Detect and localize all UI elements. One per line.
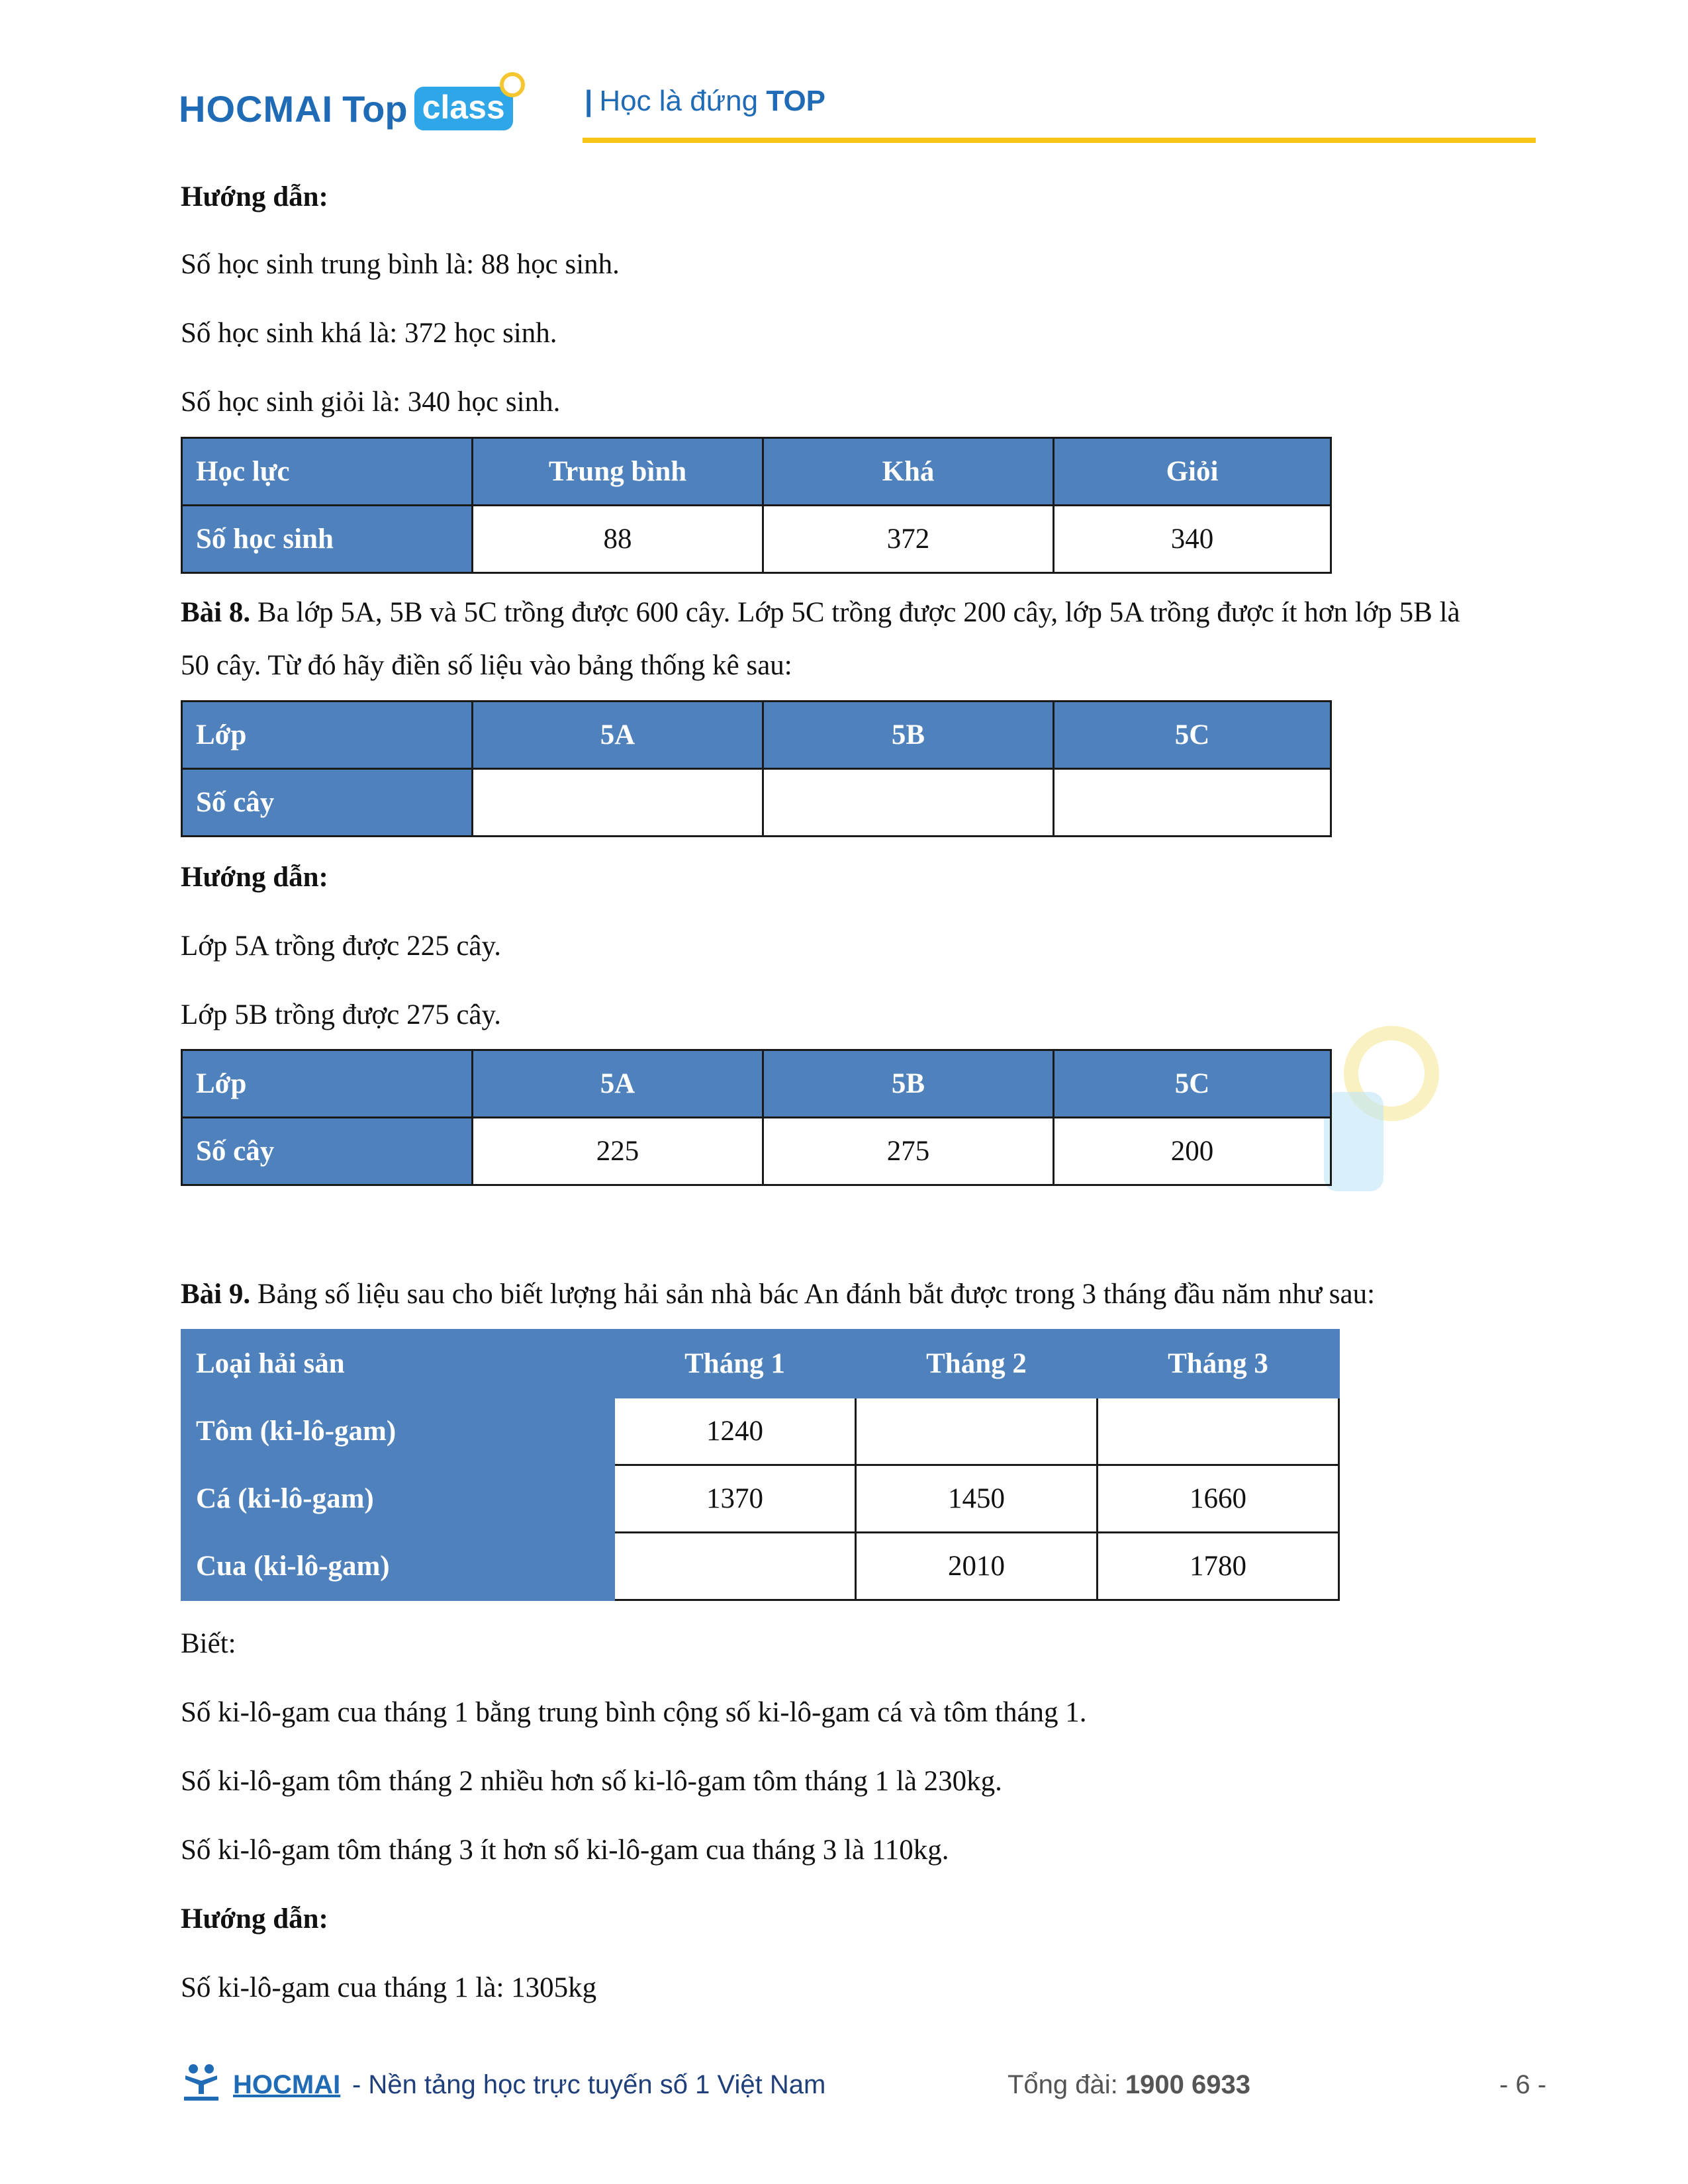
bai9-problem (181, 1277, 1375, 1312)
table-cell: 1240 (614, 1398, 856, 1465)
row-label: Số học sinh (182, 506, 473, 573)
table-cell (1098, 1398, 1339, 1465)
guide3-title: Hướng dẫn: (181, 1903, 328, 1934)
table-cell: 200 (1054, 1118, 1331, 1185)
tree-count-table-filled (181, 1049, 1332, 1186)
academic-results-table (181, 437, 1332, 574)
tree-count-table-empty (181, 700, 1332, 837)
table-cell: 1370 (614, 1465, 856, 1533)
row-label: Số cây (182, 1118, 473, 1185)
table-header-cell: 5B (763, 702, 1054, 769)
table-row (182, 702, 1331, 769)
page-number: - 6 - (1499, 2070, 1547, 2099)
table-cell: 88 (473, 506, 763, 573)
table-cell: 2010 (856, 1533, 1098, 1600)
table-cell: 275 (763, 1118, 1054, 1185)
table-cell (856, 1398, 1098, 1465)
row-label: Cua (ki-lô-gam) (182, 1533, 614, 1600)
tagline-prefix: Học là đứng (599, 85, 759, 117)
logo-class-badge (414, 87, 513, 130)
hotline-label: Tổng đài: (1008, 2070, 1125, 2099)
table-cell (763, 769, 1054, 837)
table-row (182, 506, 1331, 573)
footer-slogan: - Nền tảng học trực tuyến số 1 Việt Nam (352, 2070, 826, 2099)
gear-icon (500, 72, 525, 97)
seafood-table (181, 1329, 1340, 1601)
guide1-title: Hướng dẫn: (181, 181, 328, 212)
tagline-top: TOP (766, 85, 826, 117)
table-header-cell: Loại hải sản (182, 1330, 614, 1398)
bai9-known-intro: Biết: (181, 1628, 236, 1659)
bai8-label: Bài 8. (181, 597, 251, 628)
bai9-label: Bài 9. (181, 1279, 251, 1310)
table-row (182, 1050, 1331, 1118)
table-row (182, 769, 1331, 837)
table-cell: 340 (1054, 506, 1331, 573)
guide2-line: Lớp 5A trồng được 225 cây. (181, 931, 501, 962)
logo-class-text: class (422, 89, 505, 126)
guide3-line: Số ki-lô-gam cua tháng 1 là: 1305kg (181, 1972, 597, 2003)
header-divider (583, 138, 1536, 143)
bai9-known-line: Số ki-lô-gam tôm tháng 3 ít hơn số ki-lô-gam cua tháng 3 là 110kg. (181, 1835, 949, 1866)
table-row (182, 1465, 1339, 1533)
guide1-line: Số học sinh khá là: 372 học sinh. (181, 318, 557, 349)
table-cell: 1450 (856, 1465, 1098, 1533)
table-cell (1054, 769, 1331, 837)
table-row (182, 1118, 1331, 1185)
row-label: Cá (ki-lô-gam) (182, 1465, 614, 1533)
table-header-cell: Lớp (182, 1050, 473, 1118)
table-cell (614, 1533, 856, 1600)
guide1-line: Số học sinh giỏi là: 340 học sinh. (181, 387, 561, 418)
table-header-cell: Lớp (182, 702, 473, 769)
logo-hocmai-text: HOCMAI (179, 87, 334, 130)
bai8-problem (181, 586, 1478, 692)
table-cell: 372 (763, 506, 1054, 573)
hotline-number: 1900 6933 (1125, 2070, 1250, 2099)
table-header-cell: 5A (473, 702, 763, 769)
tagline (585, 85, 825, 118)
table-cell: 1660 (1098, 1465, 1339, 1533)
bai8-text: Ba lớp 5A, 5B và 5C trồng được 600 cây. Lớp 5C trồng được 200 cây, lớp 5A trồng được ít hơn lớp 5B là 50 cây. Từ đó hãy điền số liệu vào bảng thống kê sau: (181, 597, 1460, 681)
table-row (182, 1398, 1339, 1465)
row-label: Tôm (ki-lô-gam) (182, 1398, 614, 1465)
bai9-text: Bảng số liệu sau cho biết lượng hải sản nhà bác An đánh bắt được trong 3 tháng đầu năm như sau: (257, 1279, 1376, 1310)
watermark-logo-icon (1324, 1092, 1383, 1191)
table-header-cell: 5C (1054, 702, 1331, 769)
guide1-line: Số học sinh trung bình là: 88 học sinh. (181, 249, 620, 280)
footer-brand-link[interactable]: HOCMAI (233, 2070, 341, 2099)
bai9-known-line: Số ki-lô-gam tôm tháng 2 nhiều hơn số ki-lô-gam tôm tháng 1 là 230kg. (181, 1766, 1002, 1797)
table-header-cell: Học lực (182, 438, 473, 506)
table-header-cell: 5A (473, 1050, 763, 1118)
table-header-cell: 5C (1054, 1050, 1331, 1118)
logo-top-text: Top (342, 87, 408, 130)
table-header-cell: 5B (763, 1050, 1054, 1118)
footer-hotline (1008, 2070, 1250, 2100)
table-cell (473, 769, 763, 837)
table-row (182, 438, 1331, 506)
tagline-divider: | (585, 85, 593, 117)
hocmai-topclass-logo (179, 85, 513, 132)
table-header-cell: Tháng 2 (856, 1330, 1098, 1398)
table-header-cell: Tháng 1 (614, 1330, 856, 1398)
table-cell: 1780 (1098, 1533, 1339, 1600)
table-cell: 225 (473, 1118, 763, 1185)
table-header-cell: Giỏi (1054, 438, 1331, 506)
table-row (182, 1533, 1339, 1600)
table-header-cell: Trung bình (473, 438, 763, 506)
guide2-title: Hướng dẫn: (181, 862, 328, 893)
table-header-cell: Tháng 3 (1098, 1330, 1339, 1398)
bai9-known-line: Số ki-lô-gam cua tháng 1 bằng trung bình cộng số ki-lô-gam cá và tôm tháng 1. (181, 1697, 1087, 1728)
row-label: Số cây (182, 769, 473, 837)
guide2-line: Lớp 5B trồng được 275 cây. (181, 999, 501, 1030)
table-header-cell: Khá (763, 438, 1054, 506)
table-row (182, 1330, 1339, 1398)
hocmai-footer-icon (180, 2061, 222, 2103)
